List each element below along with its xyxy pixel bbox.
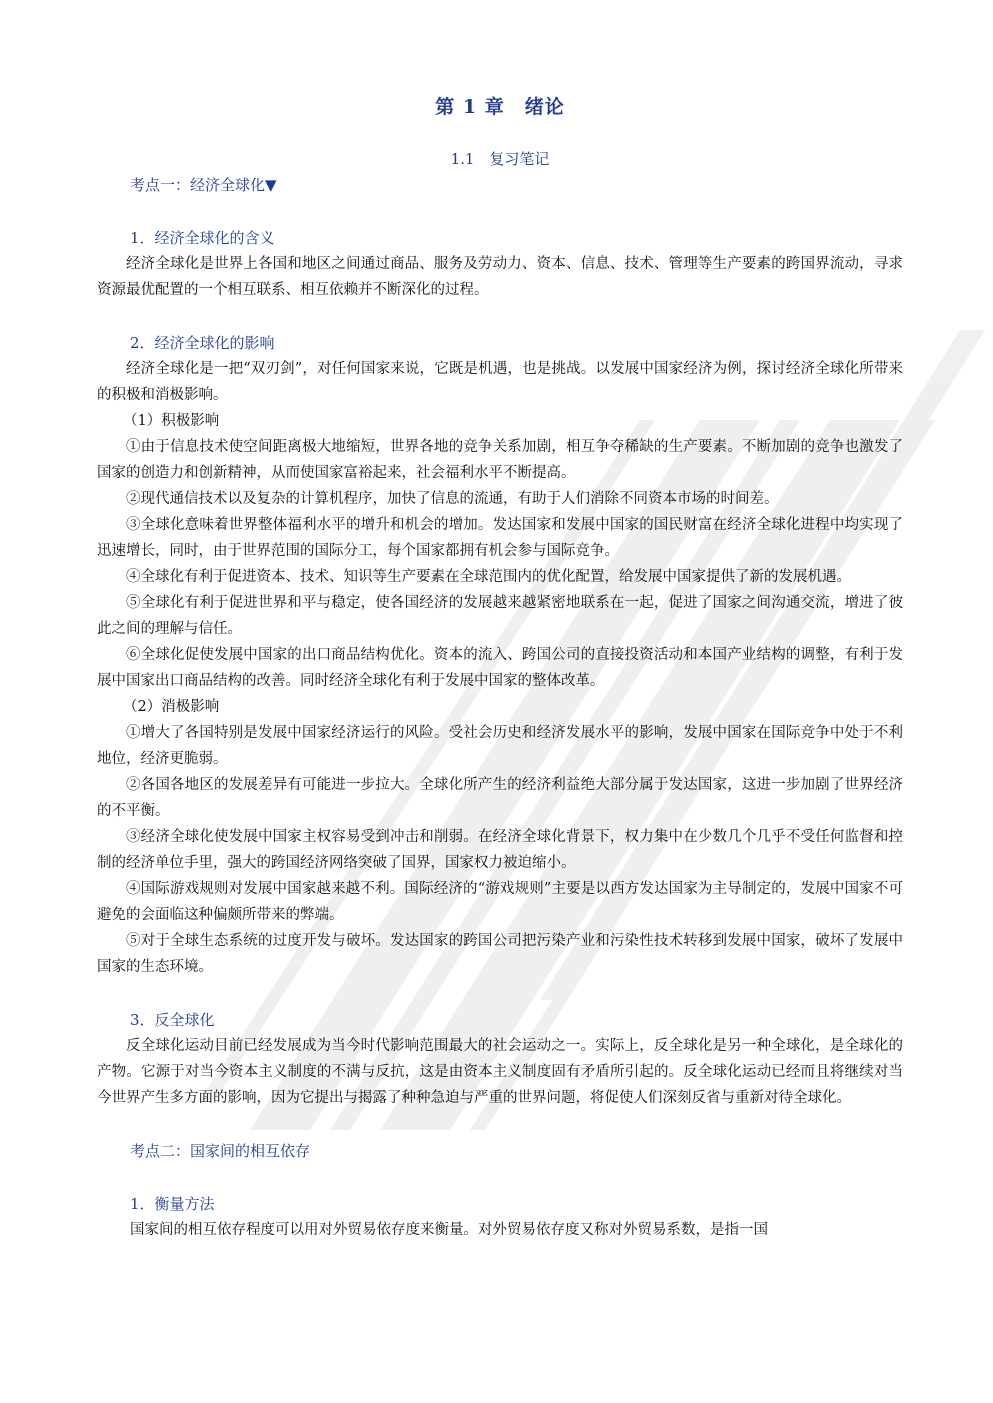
- negative-item: ②各国各地区的发展差异有可能进一步拉大。全球化所产生的经济利益绝大部分属于发达国家，这进一步加剧了世界经济的不平衡。: [97, 777, 903, 819]
- negative-item: ①增大了各国特别是发展中国家经济运行的风险。受社会历史和经济发展水平的影响，发展中国家在国际竞争中处于不利地位，经济更脆弱。: [97, 725, 903, 767]
- anti-globalization-paragraph: 反全球化运动目前已经发展成为当今时代影响范围最大的社会运动之一。实际上，反全球化是另一种全球化，是全球化的产物。它源于对当今资本主义制度的不满与反抗，这是由资本主义制度固有矛盾所引起的。反全球化运动已经而且将继续对当今世界产生多方面的影响，因为它提出与揭露了种种急迫与严重的世界问题，将促使人们深刻反省与重新对待全球化。: [97, 1038, 903, 1106]
- positive-item: ⑥全球化促使发展中国家的出口商品结构优化。资本的流入、跨国公司的直接投资活动和本国产业结构的调整，有利于发展中国家出口商品结构的改善。同时经济全球化有利于发展中国家的整体改革。: [97, 647, 903, 689]
- negative-item: ⑤对于全球生态系统的过度开发与破坏。发达国家的跨国公司把污染产业和污染性技术转移到发展中国家，破坏了发展中国家的生态环境。: [97, 933, 903, 975]
- subsection-impact-heading: 2．经济全球化的影响: [130, 334, 275, 352]
- positive-item: ⑤全球化有利于促进世界和平与稳定，使各国经济的发展越来越紧密地联系在一起，促进了国家之间沟通交流，增进了彼此之间的理解与信任。: [97, 595, 903, 637]
- positive-item: ④全球化有利于促进资本、技术、知识等生产要素在全球范围内的优化配置，给发展中国家提供了新的发展机遇。: [126, 569, 851, 585]
- main-content: [97, 92, 903, 1243]
- section-title: 1.1 复习笔记: [450, 150, 550, 168]
- topic-two-title: 考点二：国家间的相互依存: [130, 1142, 311, 1160]
- measurement-paragraph: 国家间的相互依存程度可以用对外贸易依存度来衡量。对外贸易依存度又称对外贸易系数，是指一国: [130, 1222, 768, 1238]
- topic-one-title: 考点一：经济全球化▼: [130, 176, 277, 194]
- positive-item: ②现代通信技术以及复杂的计算机程序，加快了信息的流通，有助于人们消除不同资本市场的时间差。: [126, 491, 779, 507]
- positive-item: ①由于信息技术使空间距离极大地缩短，世界各地的竞争关系加剧，相互争夺稀缺的生产要素。不断加剧的竞争也激发了国家的创造力和创新精神，从而使国家富裕起来，社会福利水平不断提高。: [97, 439, 903, 481]
- subsection-anti-globalization-heading: 3．反全球化: [130, 1011, 215, 1029]
- positive-item: ③全球化意味着世界整体福利水平的增升和机会的增加。发达国家和发展中国家的国民财富在经济全球化进程中均实现了迅速增长，同时，由于世界范围的国际分工，每个国家都拥有机会参与国际竞争。: [97, 517, 903, 559]
- chapter-title: 第 1 章 绪论: [435, 96, 565, 118]
- negative-item: ④国际游戏规则对发展中国家越来越不利。国际经济的“游戏规则”主要是以西方发达国家为主导制定的，发展中国家不可避免的会面临这种偏颇所带来的弊端。: [97, 881, 903, 923]
- impact-intro-paragraph: 经济全球化是一把“双刃剑”，对任何国家来说，它既是机遇，也是挑战。以发展中国家经济为例，探讨经济全球化所带来的积极和消极影响。: [97, 361, 903, 403]
- meaning-paragraph: 经济全球化是世界上各国和地区之间通过商品、服务及劳动力、资本、信息、技术、管理等生产要素的跨国界流动，寻求资源最优配置的一个相互联系、相互依赖并不断深化的过程。: [97, 256, 903, 298]
- subsection-meaning-heading: 1．经济全球化的含义: [130, 229, 275, 247]
- subsection-measurement-heading: 1．衡量方法: [130, 1195, 215, 1213]
- positive-impact-heading: （1）积极影响: [123, 413, 220, 429]
- negative-impact-heading: （2）消极影响: [123, 699, 220, 715]
- negative-item: ③经济全球化使发展中国家主权容易受到冲击和削弱。在经济全球化背景下，权力集中在少数几个几乎不受任何监督和控制的经济单位手里，强大的跨国经济网络突破了国界，国家权力被迫缩小。: [97, 829, 903, 871]
